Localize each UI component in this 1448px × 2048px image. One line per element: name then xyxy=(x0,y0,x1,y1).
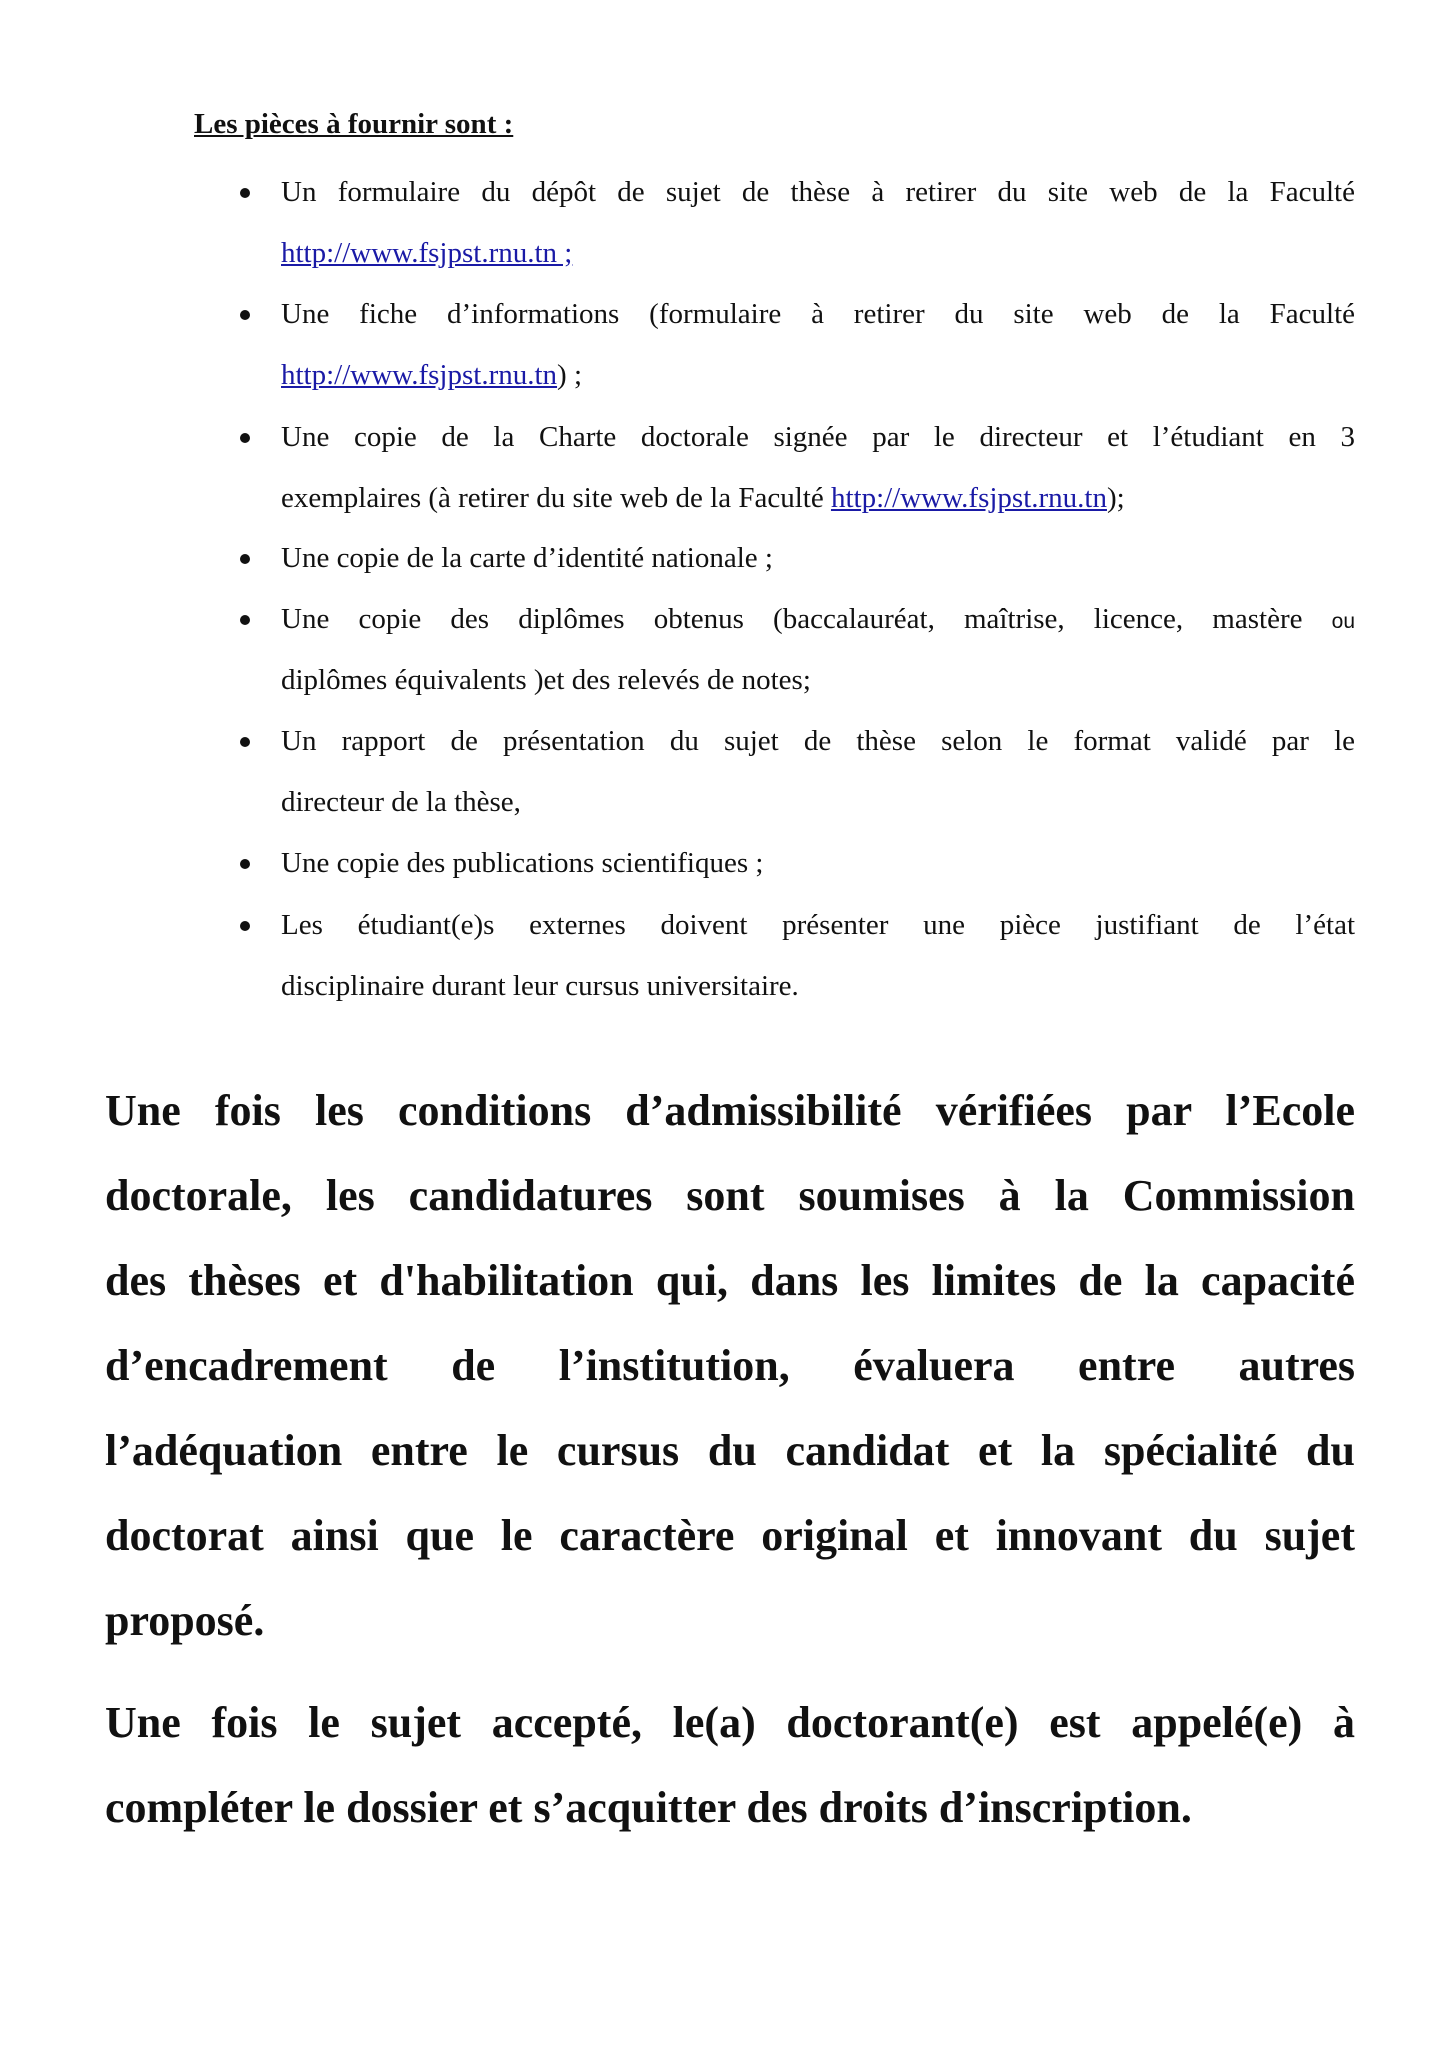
list-heading: Les pièces à fournir sont : xyxy=(194,108,514,140)
text-line xyxy=(281,407,1355,468)
faculty-website-link[interactable]: http://www.fsjpst.rnu.tn xyxy=(830,482,1107,514)
text-line xyxy=(281,833,1355,894)
faculty-website-link[interactable]: http://www.fsjpst.rnu.tn ; xyxy=(281,237,573,269)
paragraph-line: Une fois les conditions d’admissibilité vérifiées par l’Ecole xyxy=(105,1086,1355,1135)
paragraph-line: l’adéquation entre le cursus du candidat et la spécialité du xyxy=(105,1426,1355,1475)
text-segment: ou xyxy=(1331,610,1355,633)
paragraph-line: des thèses et d'habilitation qui, dans les limites de la capacité xyxy=(105,1256,1355,1305)
text-segment: Une fiche d’informations (formulaire à retirer du site web de la Faculté xyxy=(281,298,1355,330)
list-item-text xyxy=(281,895,1355,1017)
list-item-text xyxy=(281,162,1355,284)
text-segment: Une copie de la Charte doctorale signée par le directeur et l’étudiant en 3 xyxy=(281,421,1355,453)
text-line xyxy=(281,528,1355,589)
text-line xyxy=(281,468,1355,529)
text-line xyxy=(281,345,1355,406)
body-paragraph xyxy=(105,1680,1355,1850)
paragraph-line: d’encadrement de l’institution, évaluera entre autres xyxy=(105,1341,1355,1390)
text-line xyxy=(281,772,1355,833)
bullet-icon xyxy=(240,554,250,564)
text-line xyxy=(281,895,1355,956)
text-segment: Un formulaire du dépôt de sujet de thèse à retirer du site web de la Faculté xyxy=(281,176,1355,208)
list-item-text xyxy=(281,407,1355,529)
text-segment: Une copie des publications scientifiques ; xyxy=(281,847,764,879)
bullet-icon xyxy=(240,615,250,625)
body-paragraph xyxy=(105,1068,1355,1663)
bullet-icon xyxy=(240,921,250,931)
text-segment: ); xyxy=(1107,482,1125,514)
text-line xyxy=(281,711,1355,772)
paragraph-line: Une fois le sujet accepté, le(a) doctorant(e) est appelé(e) à xyxy=(105,1698,1355,1747)
paragraph-line: doctorale, les candidatures sont soumises à la Commission xyxy=(105,1171,1355,1220)
list-item-text xyxy=(281,833,1355,894)
text-line xyxy=(281,589,1355,650)
text-line xyxy=(281,956,1355,1017)
text-segment: exemplaires (à retirer du site web de la Faculté xyxy=(281,482,831,514)
faculty-website-link[interactable]: http://www.fsjpst.rnu.tn xyxy=(281,359,558,391)
text-line xyxy=(281,162,1355,223)
bullet-icon xyxy=(240,433,250,443)
text-segment: Une copie des diplômes obtenus (baccalauréat, maîtrise, licence, mastère xyxy=(281,603,1332,635)
text-line xyxy=(281,284,1355,345)
text-segment: disciplinaire durant leur cursus universitaire. xyxy=(281,970,799,1002)
paragraph-line: doctorat ainsi que le caractère original et innovant du sujet xyxy=(105,1511,1355,1560)
paragraph-line: proposé. xyxy=(105,1596,265,1645)
list-item-text xyxy=(281,284,1355,406)
bullet-icon xyxy=(240,737,250,747)
list-item-text xyxy=(281,528,1355,589)
paragraph-line: compléter le dossier et s’acquitter des droits d’inscription. xyxy=(105,1783,1192,1832)
bullet-icon xyxy=(240,188,250,198)
text-segment: directeur de la thèse, xyxy=(281,786,521,818)
text-line xyxy=(281,223,1355,284)
list-item-text xyxy=(281,711,1355,833)
text-segment: Un rapport de présentation du sujet de thèse selon le format validé par le xyxy=(281,725,1355,757)
bullet-icon xyxy=(240,310,250,320)
text-segment: diplômes équivalents )et des relevés de notes; xyxy=(281,664,811,696)
text-segment: ) ; xyxy=(557,359,583,391)
text-segment: Les étudiant(e)s externes doivent présenter une pièce justifiant de l’état xyxy=(281,909,1355,941)
text-line xyxy=(281,650,1355,711)
bullet-icon xyxy=(240,859,250,869)
text-segment: Une copie de la carte d’identité nationale ; xyxy=(281,542,773,574)
list-item-text xyxy=(281,589,1355,711)
